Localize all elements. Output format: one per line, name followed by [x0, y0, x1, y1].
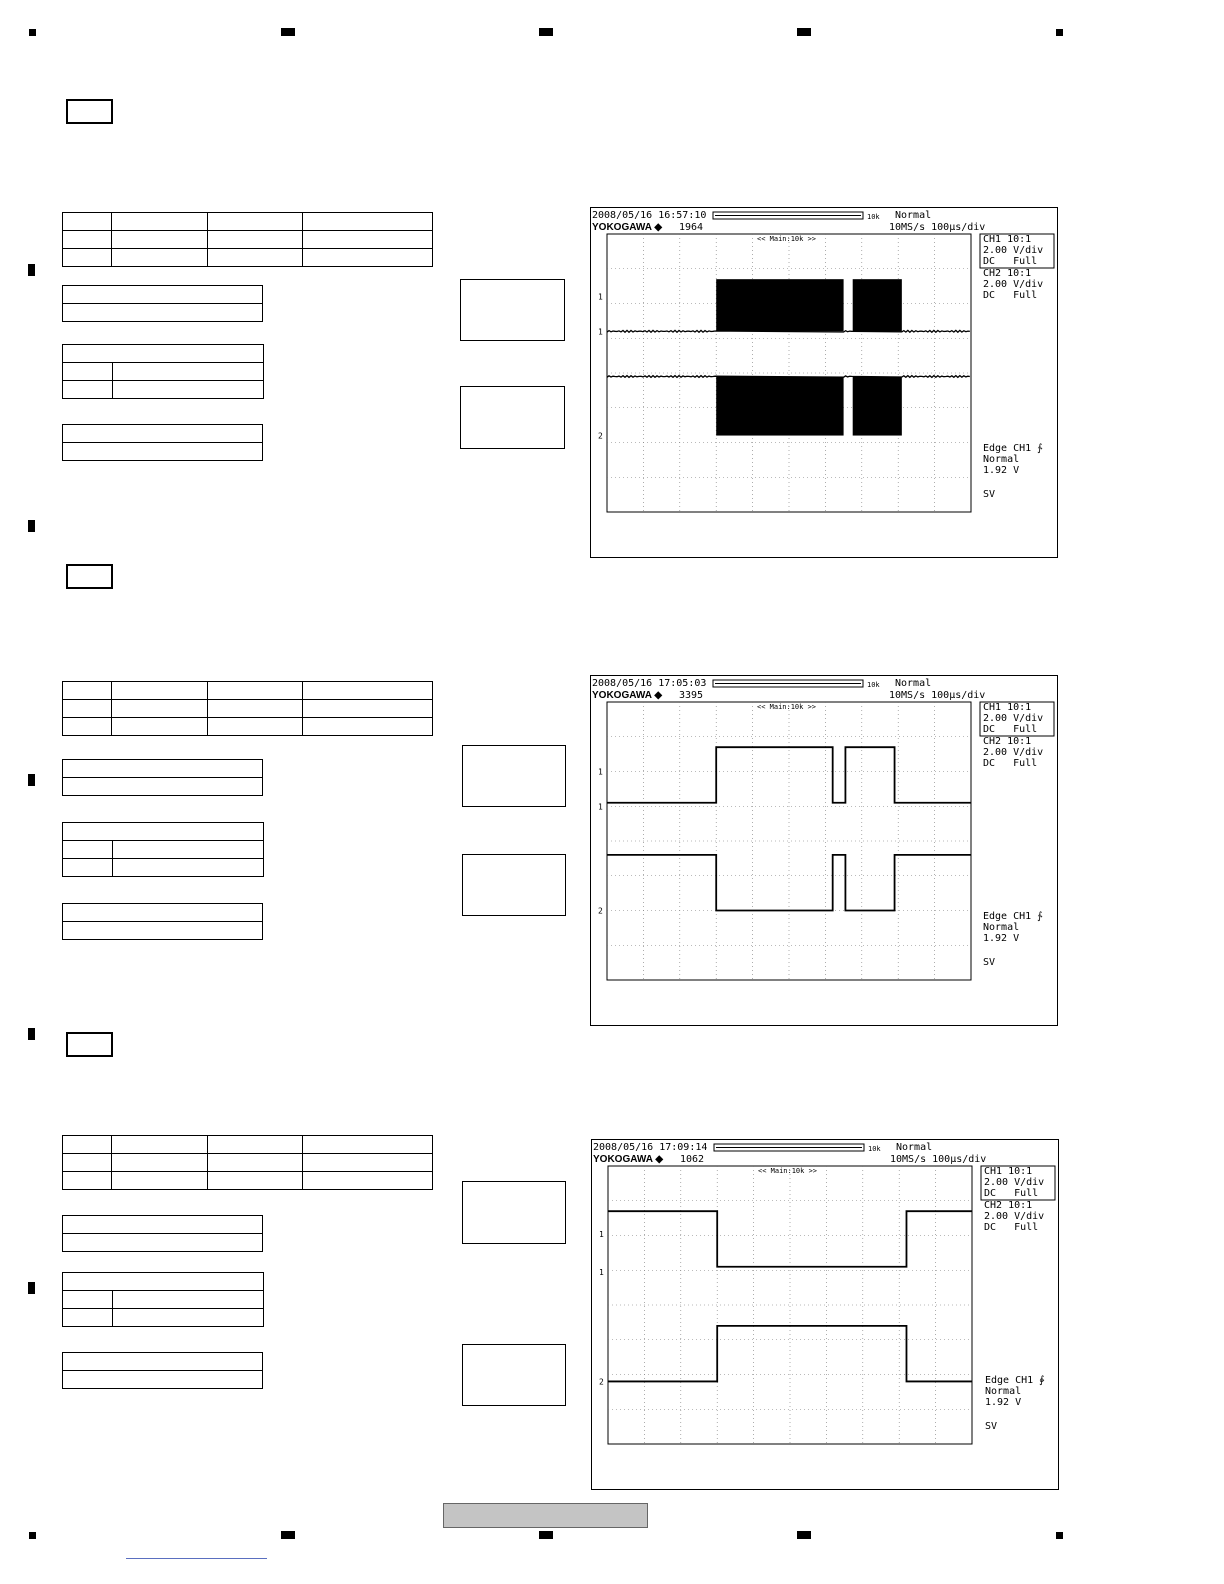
- registration-mark: [797, 28, 811, 36]
- ch2-setting-line: CH2 10:1: [984, 1200, 1033, 1211]
- ch1-burst-block: [853, 279, 902, 331]
- section-tag-box: [66, 564, 113, 589]
- scope-graph: [591, 208, 1059, 559]
- scope-sample-rate: 10MS/s 100μs/div: [889, 222, 986, 233]
- scope-datetime: 2008/05/16 16:57:10: [592, 210, 707, 221]
- ch2-setting-line: 2.00 V/div: [984, 1211, 1045, 1222]
- scope-brand: YOKOGAWA ◆: [592, 222, 663, 233]
- scope-main-label: << Main:10k >>: [758, 1167, 818, 1175]
- ch2-setting-line: CH2 10:1: [983, 736, 1032, 747]
- signal-table: [62, 1135, 433, 1190]
- ch1-setting-line: DC Full: [983, 724, 1038, 735]
- setting-table: [62, 285, 263, 322]
- footer-link-line: [126, 1558, 267, 1559]
- scope-memory: 10k: [867, 213, 880, 221]
- footer-page-bar: [443, 1503, 648, 1528]
- ch1-label-box: [460, 279, 565, 341]
- ch2-ground-marker: 2: [598, 431, 603, 441]
- registration-mark: [29, 29, 36, 36]
- ch1-setting-line: CH1 10:1: [983, 702, 1032, 713]
- probe-table: [62, 1272, 264, 1327]
- section-tag-box: [66, 1032, 113, 1057]
- sv-label: SV: [983, 957, 996, 968]
- probe-table: [62, 822, 264, 877]
- scope-trigger-mode: Normal: [895, 210, 932, 221]
- scope-graph: [591, 676, 1059, 1027]
- ch2-label-box: [462, 1344, 566, 1406]
- scope-brand: YOKOGAWA ◆: [592, 690, 663, 701]
- setting-table: [62, 759, 263, 796]
- trigger-line: 1.92 V: [985, 1397, 1022, 1408]
- ch1-setting-line: DC Full: [984, 1188, 1039, 1199]
- oscilloscope-capture: [590, 207, 1058, 558]
- ch1-setting-line: CH1 10:1: [984, 1166, 1033, 1177]
- ch1-marker: 1: [599, 1229, 604, 1239]
- ch2-ground-marker: 2: [598, 906, 603, 916]
- scope-memory: 10k: [867, 681, 880, 689]
- registration-mark: [28, 520, 35, 532]
- registration-mark: [28, 1282, 35, 1294]
- trigger-line: Edge CH1 ∱: [983, 911, 1043, 922]
- scope-trigger-mode: Normal: [896, 1142, 933, 1153]
- ch1-ground-marker: 1: [599, 1267, 604, 1277]
- ch2-burst-block: [853, 376, 902, 435]
- ch2-setting-line: DC Full: [983, 290, 1038, 301]
- ch1-ground-marker: 1: [598, 327, 603, 337]
- mode-table: [62, 1352, 263, 1389]
- scope-datetime: 2008/05/16 17:09:14: [593, 1142, 708, 1153]
- scope-brand: YOKOGAWA ◆: [593, 1154, 664, 1165]
- scope-count: 1062: [680, 1154, 705, 1165]
- ch1-info-box: [981, 1166, 1055, 1200]
- signal-table: [62, 681, 433, 736]
- oscilloscope-capture: [590, 675, 1058, 1026]
- ch2-setting-line: DC Full: [983, 758, 1038, 769]
- ch1-label-box: [462, 1181, 566, 1244]
- registration-mark: [281, 28, 295, 36]
- scope-main-label: << Main:10k >>: [757, 235, 817, 243]
- registration-mark: [539, 28, 553, 36]
- trigger-line: 1.92 V: [983, 465, 1020, 476]
- setting-table: [62, 1215, 263, 1252]
- ch1-setting-line: CH1 10:1: [983, 234, 1032, 245]
- trigger-line: Edge CH1 ∲: [985, 1375, 1045, 1386]
- probe-table: [62, 344, 264, 399]
- ch2-setting-line: CH2 10:1: [983, 268, 1032, 279]
- registration-mark: [29, 1532, 36, 1539]
- registration-mark: [1056, 29, 1063, 36]
- section-tag-box: [66, 99, 113, 124]
- trigger-line: 1.92 V: [983, 933, 1020, 944]
- trigger-line: Normal: [985, 1386, 1022, 1397]
- ch2-setting-line: 2.00 V/div: [983, 747, 1044, 758]
- sv-label: SV: [983, 489, 996, 500]
- registration-mark: [28, 1028, 35, 1040]
- trigger-line: Normal: [983, 454, 1020, 465]
- ch1-info-box: [980, 234, 1054, 268]
- ch2-label-box: [462, 854, 566, 916]
- trigger-line: Edge CH1 ∱: [983, 443, 1043, 454]
- ch1-burst-block: [716, 279, 843, 331]
- ch1-setting-line: 2.00 V/div: [983, 245, 1044, 256]
- scope-memory: 10k: [868, 1145, 881, 1153]
- ch2-setting-line: 2.00 V/div: [983, 279, 1044, 290]
- registration-mark: [1056, 1532, 1063, 1539]
- ch1-marker: 1: [598, 292, 603, 302]
- ch1-setting-line: 2.00 V/div: [984, 1177, 1045, 1188]
- scope-graph: [592, 1140, 1060, 1491]
- ch2-setting-line: DC Full: [984, 1222, 1039, 1233]
- ch1-marker: 1: [598, 767, 603, 777]
- scope-count: 3395: [679, 690, 704, 701]
- oscilloscope-capture: [591, 1139, 1059, 1490]
- scope-main-label: << Main:10k >>: [757, 703, 817, 711]
- sv-label: SV: [985, 1421, 998, 1432]
- ch2-label-box: [460, 386, 565, 449]
- scope-sample-rate: 10MS/s 100μs/div: [889, 690, 986, 701]
- registration-mark: [539, 1531, 553, 1539]
- scope-sample-rate: 10MS/s 100μs/div: [890, 1154, 987, 1165]
- scope-count: 1964: [679, 222, 704, 233]
- ch2-burst-block: [716, 376, 843, 435]
- ch2-ground-marker: 2: [599, 1377, 604, 1387]
- ch1-label-box: [462, 745, 566, 807]
- registration-mark: [797, 1531, 811, 1539]
- mode-table: [62, 903, 263, 940]
- signal-table: [62, 212, 433, 267]
- registration-mark: [28, 264, 35, 276]
- scope-datetime: 2008/05/16 17:05:03: [592, 678, 707, 689]
- ch1-ground-marker: 1: [598, 802, 603, 812]
- mode-table: [62, 424, 263, 461]
- ch1-info-box: [980, 702, 1054, 736]
- ch1-setting-line: 2.00 V/div: [983, 713, 1044, 724]
- scope-trigger-mode: Normal: [895, 678, 932, 689]
- registration-mark: [28, 774, 35, 786]
- trigger-line: Normal: [983, 922, 1020, 933]
- ch1-setting-line: DC Full: [983, 256, 1038, 267]
- registration-mark: [281, 1531, 295, 1539]
